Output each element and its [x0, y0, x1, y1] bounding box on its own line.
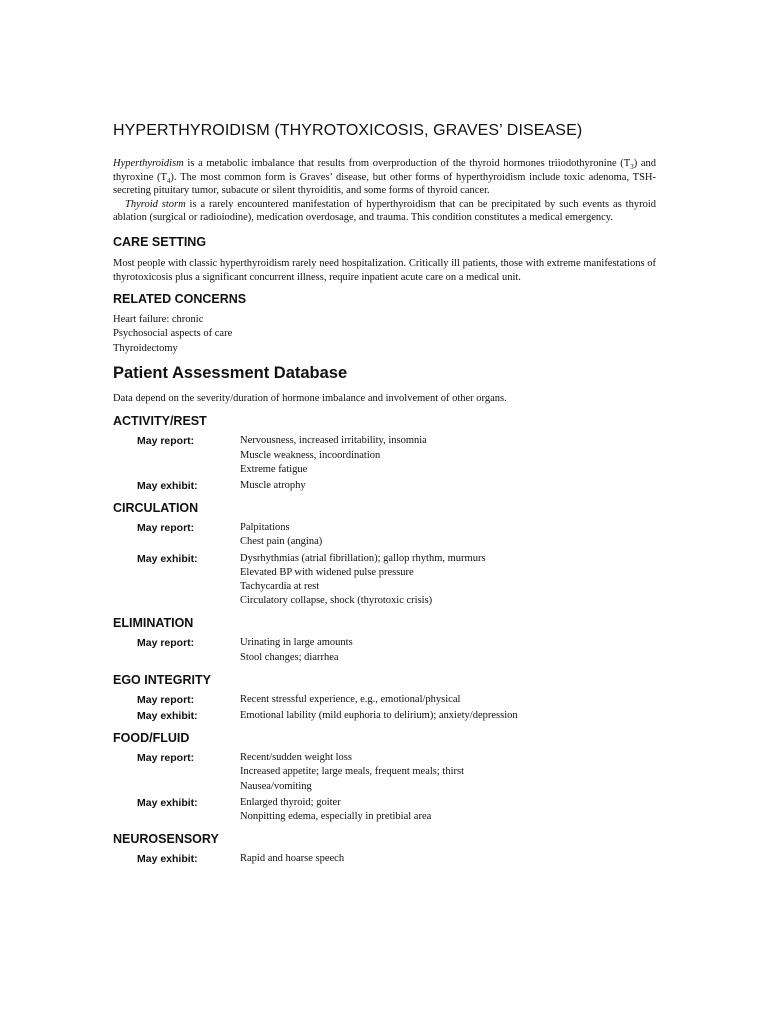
list-item: Dysrhythmias (atrial fibrillation); gallop rhythm, murmurs [240, 552, 486, 564]
intro-paragraph-1: Hyperthyroidism is a metabolic imbalance that results from overproduction of the thyroid hormones triiodothyronine $(T_3)$ and thyroxine $(T_4)$. The most common form is Graves’ disease, but other forms of hyperthyroidism include toxic adenoma, TSH-secreting pituitary tumor, subacute or silent thyroiditis, and some forms of thyroid cancer. [113, 158, 656, 197]
list-item: Chest pain (angina) [240, 536, 323, 548]
section-heading-ego-integrity: EGO INTEGRITY [113, 672, 211, 687]
assessment-database-heading: Patient Assessment Database [113, 363, 348, 382]
section-heading-activity-rest: ACTIVITY/REST [113, 414, 207, 429]
list-item: Urinating in large amounts [240, 637, 353, 649]
food-exhibit-row [113, 796, 656, 824]
may-exhibit-label: May exhibit: [137, 479, 198, 492]
list-item: Nonpitting edema, especially in pretibial area [240, 811, 432, 823]
list-item: Muscle weakness, incoordination [240, 449, 381, 461]
may-exhibit-label: May exhibit: [137, 552, 198, 565]
circulation-report-row [113, 521, 656, 549]
circulation-exhibit-row [113, 552, 656, 609]
section-heading-circulation: CIRCULATION [113, 501, 199, 516]
section-heading-neurosensory: NEUROSENSORY [113, 832, 219, 847]
list-item: Psychosocial aspects of care [113, 328, 233, 340]
list-item: Rapid and hoarse speech [240, 853, 345, 865]
may-exhibit-label: May exhibit: [137, 853, 198, 866]
related-concerns-list [113, 313, 656, 356]
term-thyroid-storm: Thyroid storm [125, 198, 186, 210]
may-exhibit-label: May exhibit: [137, 796, 198, 809]
may-exhibit-label: May exhibit: [137, 710, 198, 722]
care-setting-heading: CARE SETTING [113, 234, 207, 249]
care-setting-text: Most people with classic hyperthyroidism rarely need hospitalization. Critically ill patients, those with extreme manifestations of thyrotoxicosis plus a significant concurrent illness, require inpatient acute care on a medical unit. [113, 257, 656, 283]
term-hyperthyroidism: Hyperthyroidism [113, 158, 184, 169]
list-item: Tachycardia at rest [240, 580, 320, 592]
may-report-label: May report: [137, 637, 195, 650]
may-report-label: May report: [137, 435, 195, 448]
database-intro: Data depend on the severity/duration of hormone imbalance and involvement of other organs. [113, 392, 507, 404]
section-heading-food-fluid: FOOD/FLUID [113, 731, 190, 746]
list-item: Enlarged thyroid; goiter [240, 796, 341, 808]
food-report-row [113, 751, 656, 794]
section-heading-elimination: ELIMINATION [113, 616, 194, 631]
list-item: Nervousness, increased irritability, insomnia [240, 435, 427, 447]
activity-exhibit-row [113, 479, 656, 493]
list-item: Palpitations [240, 522, 290, 534]
list-item: Muscle atrophy [240, 479, 306, 491]
intro-paragraph-2: Thyroid storm is a rarely encountered manifestation of hyperthyroidism that can be precipitated by such events as thyroid ablation (surgical or radioiodine), medication overdosage, and trauma. This condition constitutes a medical emergency. [113, 198, 656, 224]
related-concerns-heading: RELATED CONCERNS [113, 292, 247, 307]
list-item: Recent/sudden weight loss [240, 752, 352, 764]
document-page [113, 120, 656, 866]
list-item: Circulatory collapse, shock (thyrotoxic crisis) [240, 595, 433, 607]
may-report-label: May report: [137, 752, 195, 765]
activity-report-row [113, 434, 656, 477]
may-report-label: May report: [137, 693, 195, 706]
neurosensory-exhibit-row [113, 852, 656, 866]
list-item: Increased appetite; large meals, frequent meals; thirst [240, 766, 465, 778]
list-item: Thyroidectomy [113, 342, 178, 354]
list-item: Recent stressful experience, e.g., emotional/physical [240, 693, 461, 705]
list-item: Nausea/vomiting [240, 780, 312, 792]
ego-report-row [113, 693, 656, 707]
list-item: Emotional lability (mild euphoria to delirium); anxiety/depression [240, 710, 518, 721]
may-report-label: May report: [137, 522, 195, 535]
page-title: HYPERTHYROIDISM (THYROTOXICOSIS, GRAVES’ DISEASE) [113, 122, 583, 139]
list-item: Elevated BP with widened pulse pressure [240, 566, 414, 578]
list-item: Extreme fatigue [240, 463, 308, 475]
list-item: Stool changes; diarrhea [240, 651, 339, 663]
intro-section [113, 157, 656, 225]
list-item: Heart failure: chronic [113, 314, 204, 326]
elimination-report-row [113, 636, 656, 664]
ego-exhibit-row [113, 709, 656, 723]
